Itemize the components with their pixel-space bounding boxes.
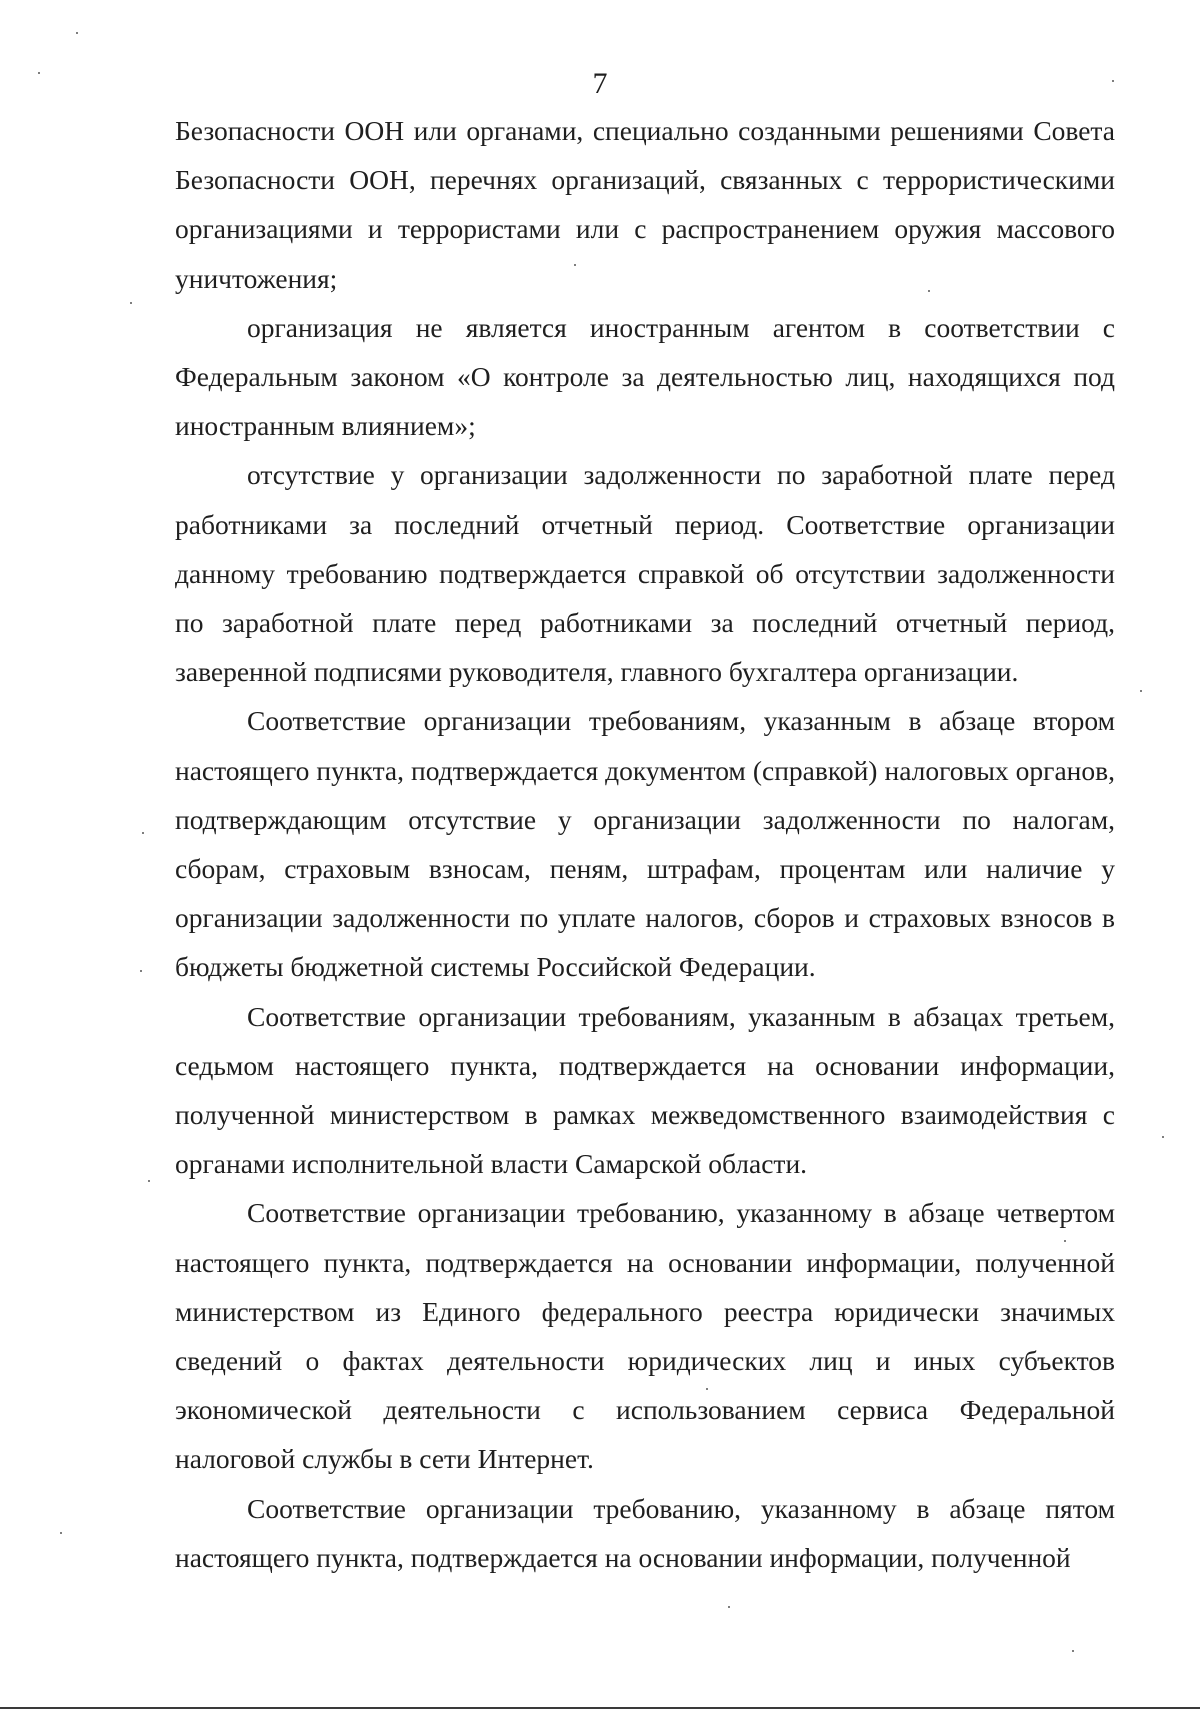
page-number: 7 xyxy=(592,67,608,100)
scan-speck xyxy=(1064,1240,1066,1242)
scan-speck xyxy=(706,1388,708,1390)
scan-speck xyxy=(76,32,78,34)
scan-speck xyxy=(1072,1650,1074,1652)
paragraph-2: организация не является иностранным агентом в соответствии с Федеральным законом «О контроле за деятельностью лиц, находящихся под иностранным влиянием»; xyxy=(175,311,1115,442)
scan-speck xyxy=(928,290,930,292)
paragraph-5: Соответствие организации требованиям, указанным в абзацах третьем, седьмом настоящего пункта, подтверждается на основании информации, полученной министерством в рамках межведомственного взаимодействия с органами исполнительной власти Самарской области. xyxy=(175,1000,1115,1180)
scan-speck xyxy=(60,1532,62,1534)
scan-speck xyxy=(1140,690,1142,692)
paragraph-4: Соответствие организации требованиям, указанным в абзаце втором настоящего пункта, подтверждается документом (справкой) налоговых органов, подтверждающим отсутствие у организации задолженности по налогам, сборам, страховым взносам, пеням, штрафам, процентам или наличие у организации задолженности по уплате налогов, сборов и страховых взносов в бюджеты бюджетной системы Российской Федерации. xyxy=(175,705,1115,983)
scan-speck xyxy=(1162,1136,1164,1138)
paragraph-1: Безопасности ООН или органами, специально созданными решениями Совета Безопасности ООН, перечнях организаций, связанных с террористическими организациями и террористами или с распространением оружия массового уничтожения; xyxy=(175,115,1115,294)
paragraph-7: Соответствие организации требованию, указанному в абзаце пятом настоящего пункта, подтверждается на основании информации, полученной xyxy=(175,1492,1115,1573)
scan-speck xyxy=(728,1606,730,1608)
scan-speck xyxy=(142,832,144,834)
paragraph-6: Соответствие организации требованию, указанному в абзаце четвертом настоящего пункта, подтверждается на основании информации, полученной министерством из Единого федерального реестра юридически значимых сведений о фактах деятельности юридических лиц и иных субъектов экономической деятельности с использованием сервиса Федеральной налоговой службы в сети Интернет. xyxy=(175,1197,1115,1475)
scan-speck xyxy=(574,264,576,266)
scan-speck xyxy=(140,970,142,972)
scan-speck xyxy=(1112,80,1114,82)
scan-speck xyxy=(38,72,40,74)
document-body xyxy=(175,106,1115,1582)
scan-speck xyxy=(148,1180,150,1182)
paragraph-3: отсутствие у организации задолженности по заработной плате перед работниками за последний отчетный период. Соответствие организации данному требованию подтверждается справкой об отсутствии задолженности по заработной плате перед работниками за последний отчетный период, заверенной подписями руководителя, главного бухгалтера организации. xyxy=(175,459,1115,688)
scan-speck xyxy=(130,302,132,304)
